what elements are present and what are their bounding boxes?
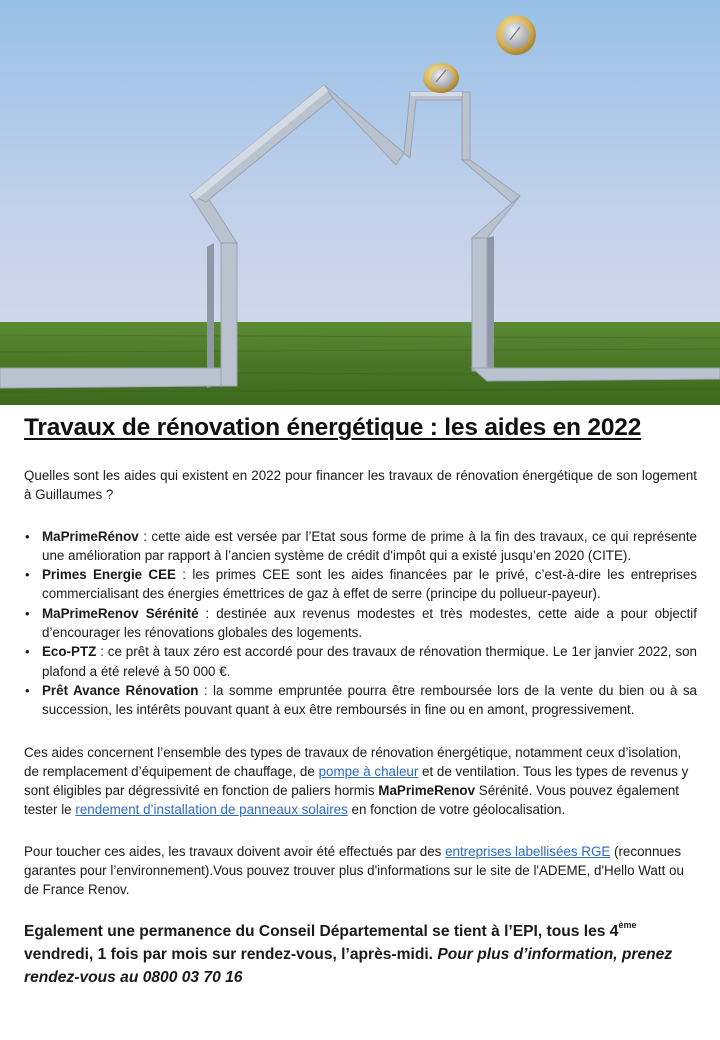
article (24, 405, 697, 989)
list-item (24, 527, 697, 566)
aids-list (24, 527, 697, 720)
page-title: Travaux de rénovation énergétique : les aides en 2022 (24, 414, 642, 441)
works-paragraph: Ces aides concernent l’ensemble des types de travaux de rénovation énergétique, notamment ceux d’isolation, de remplacement d’équipement de chauffage, de pompe à chaleur et de ventilation. Tous les types de revenus y sont éligibles par dégressivité en fonction de paliers hormis MaPrimeRenov Sérénité. Vous pouvez également tester le rendement d’installation de panneaux solaires en fonction de votre géolocalisation. (24, 744, 689, 818)
house-coins-illustration (0, 0, 720, 405)
ordinal-suffix: ème (618, 919, 637, 930)
aid-description: : cette aide est versée par l’Etat sous forme de prime à la fin des travaux, ce qui représente une amélioration par rapport à l’ancien système de crédit d'impôt qui a existé jusqu’en 2020 (CITE). (42, 528, 697, 563)
aid-description: : ce prêt à taux zéro est accordé pour des travaux de rénovation thermique. Le 1er janvier 2022, son plafond a été relevé à 50 000 €. (42, 644, 697, 679)
intro-paragraph: Quelles sont les aides qui existent en 2022 pour financer les travaux de rénovation énergétique de son logement à Guillaumes ? (24, 468, 697, 503)
list-item (24, 681, 697, 720)
hero-image (0, 0, 720, 405)
rge-paragraph: Pour toucher ces aides, les travaux doivent avoir été effectués par des entreprises labellisées RGE (reconnues garantes pour l’environnement).Vous pouvez trouver plus d'informations sur le site de l'ADEME, d'Hello Watt ou de France Renov. (24, 843, 684, 898)
euro-coin-on-chimney (423, 63, 459, 93)
list-item (24, 642, 697, 681)
euro-coin-floating (496, 15, 536, 55)
aid-name: Primes Energie CEE (42, 567, 176, 583)
bold-term: MaPrimeRenov (378, 783, 476, 799)
aid-description: : destinée aux revenus modestes et très modestes, cette aide a pour objectif d’encourager les rénovations globales des logements. (42, 605, 697, 641)
heat-pump-link[interactable]: pompe à chaleur (318, 763, 419, 779)
aid-name: Eco-PTZ (42, 644, 97, 660)
list-item (24, 604, 697, 643)
appointment-phone: Pour plus d’information, prenez rendez-vous au 0800 03 70 16 (24, 945, 673, 986)
rge-link[interactable]: entreprises labellisées RGE (445, 843, 611, 859)
aid-description: : les primes CEE sont les aides financées par le privé, c’est-à-dire les entreprises commercialisant des énergies émettrices de gaz à effet de serre (principe du pollueur-payeur). (42, 567, 697, 602)
aid-name: MaPrimeRénov (42, 528, 139, 544)
aid-description: : la somme empruntée pourra être remboursée lors de la vente du bien ou à sa succession, les intérêts pouvant quant à eux être remboursés in fine ou en amont, progressivement. (42, 682, 697, 718)
aid-name: MaPrimeRenov Sérénité (42, 605, 199, 621)
aid-name: Prêt Avance Rénovation (42, 682, 199, 698)
list-item (24, 565, 697, 604)
permanence-notice: Egalement une permanence du Conseil Départemental se tient à l’EPI, tous les 4ème vendredi, 1 fois par mois sur rendez-vous, l’après-midi. Pour plus d’information, prenez rendez-vous au 0800 03 70 16 (24, 919, 673, 986)
solar-panels-link[interactable]: rendement d’installation de panneaux solaires (75, 802, 348, 818)
